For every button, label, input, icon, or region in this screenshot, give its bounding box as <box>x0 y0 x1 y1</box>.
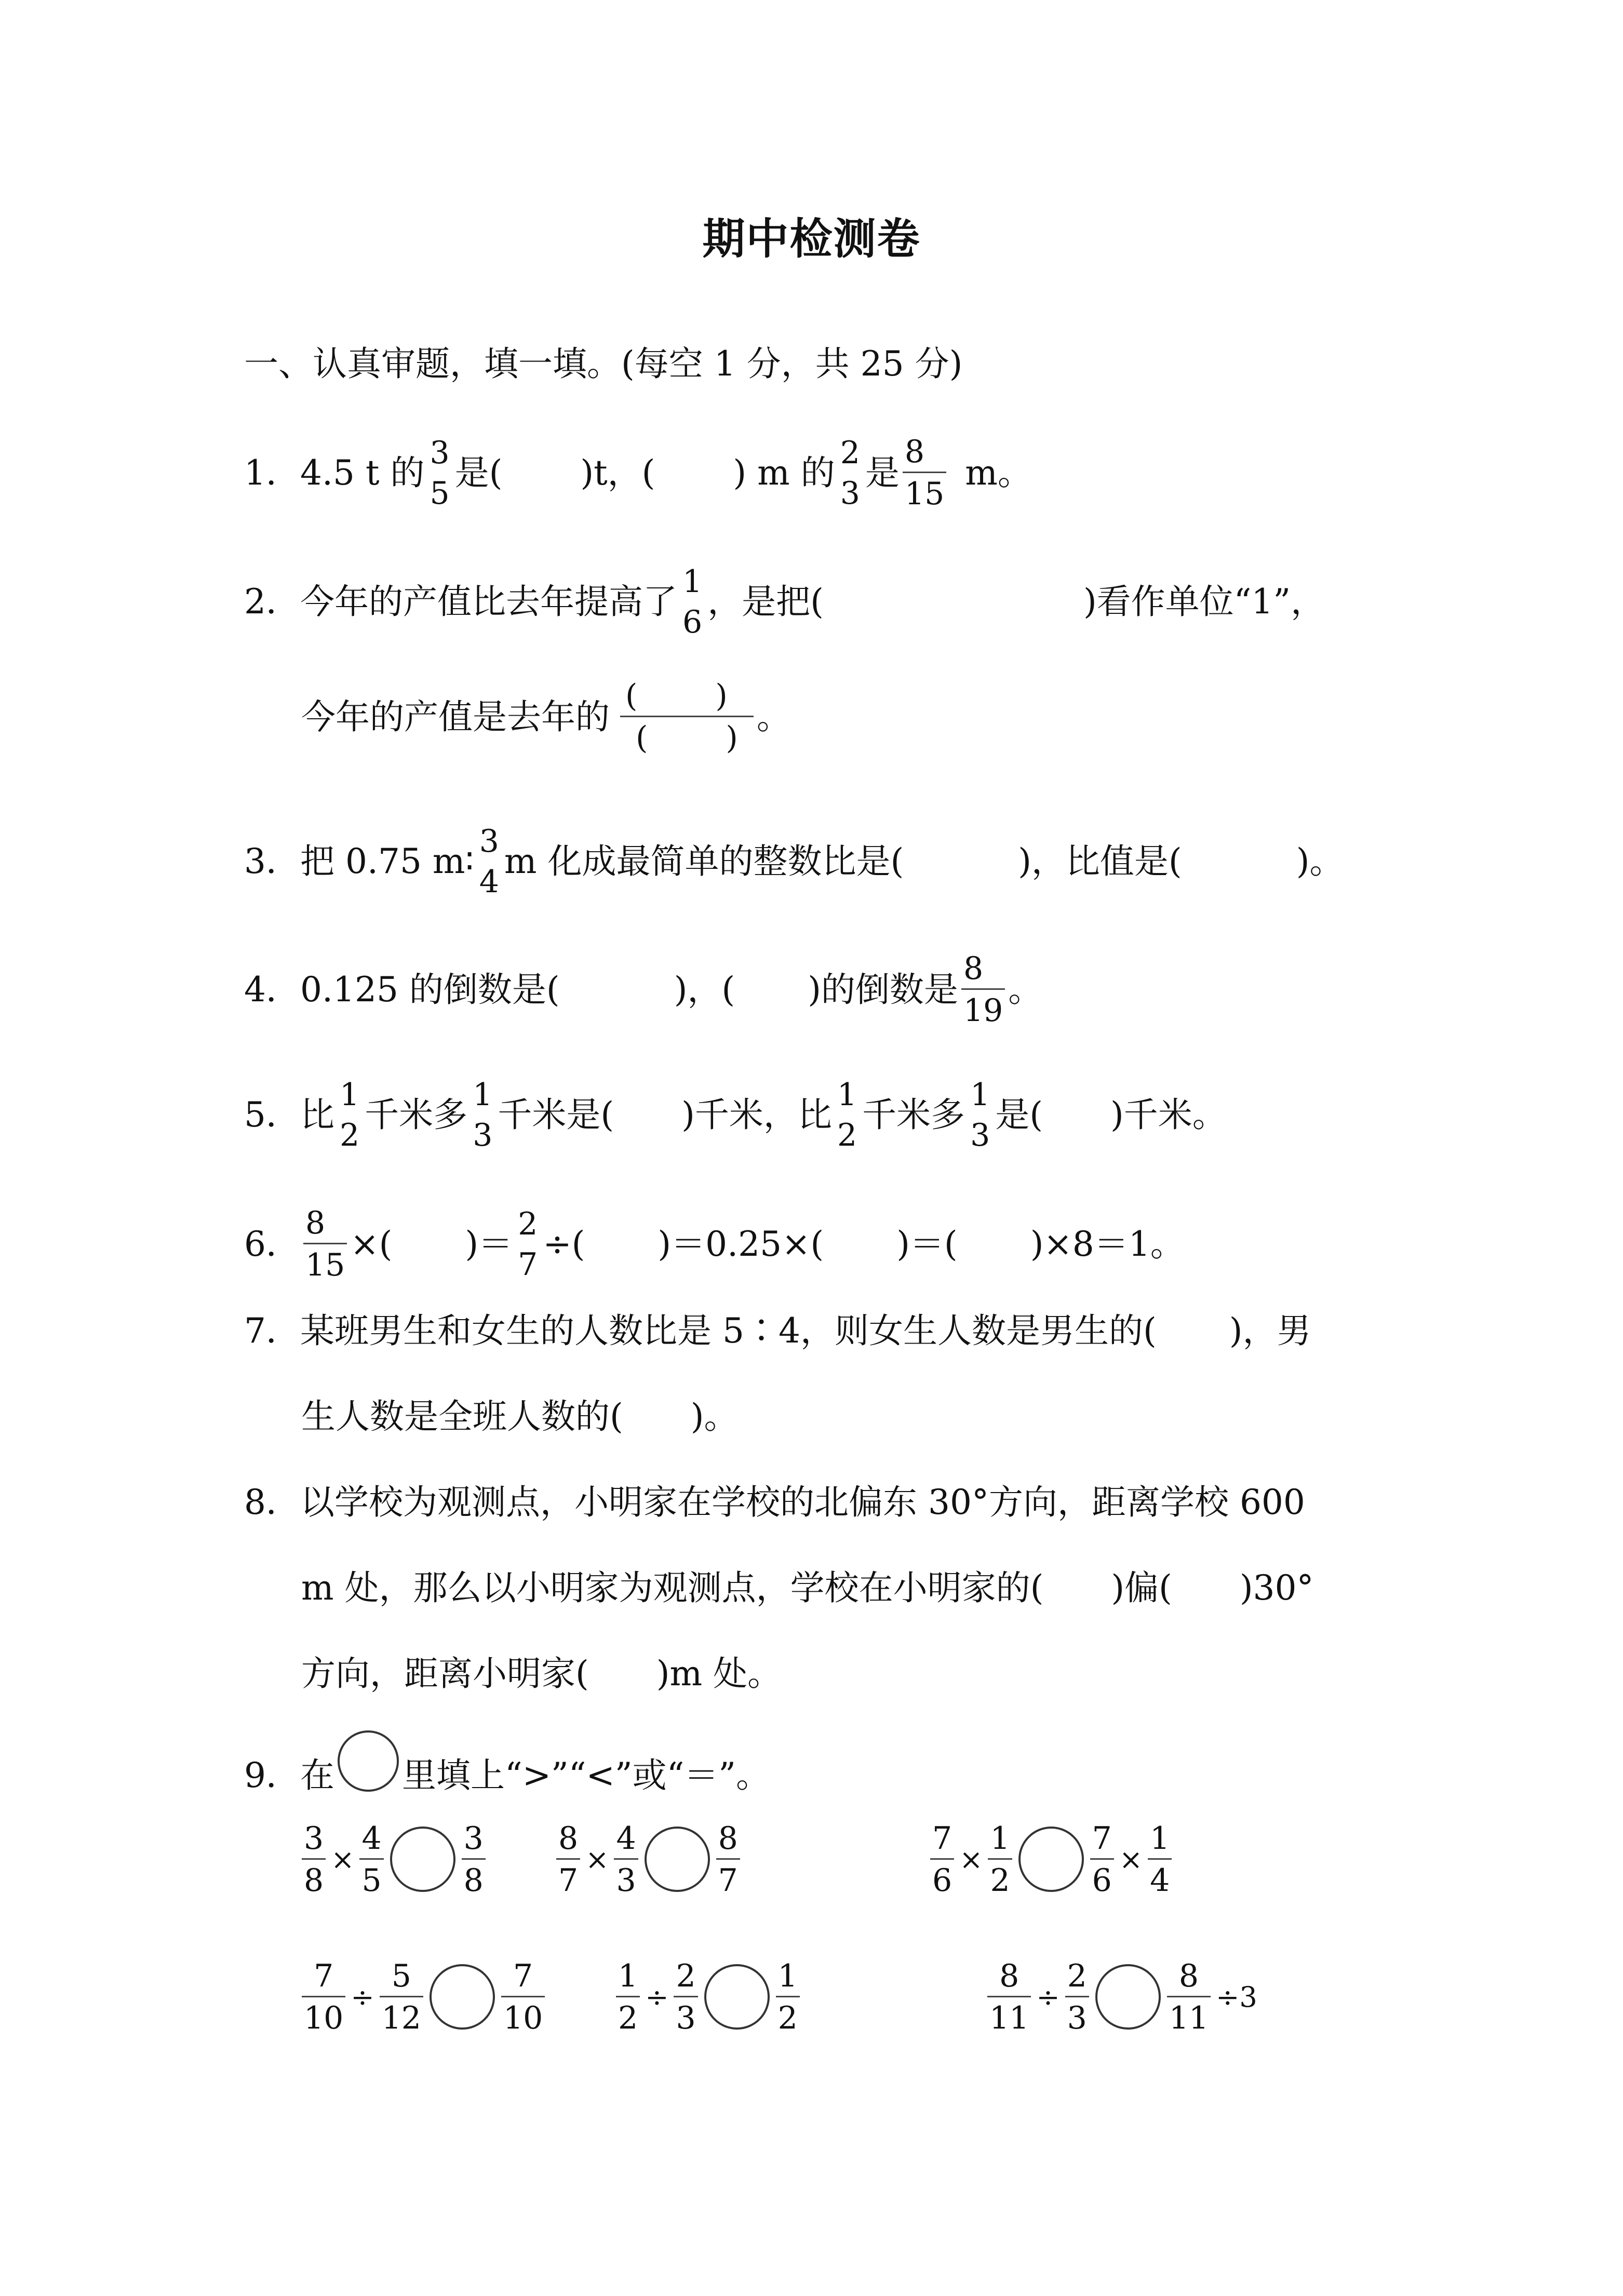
question-8-line-2 <box>301 1568 1314 1608</box>
denominator: 15 <box>903 472 946 509</box>
operator: ÷ <box>351 1980 374 2013</box>
denominator: 8 <box>462 1858 486 1896</box>
denominator: 6 <box>1090 1858 1114 1896</box>
question-text: 千米是( <box>498 1095 614 1135</box>
paren-open: ( <box>625 678 638 714</box>
denominator: 7 <box>716 1858 740 1896</box>
question-text: )＝ <box>465 1224 513 1264</box>
numerator: 7 <box>314 1957 334 1994</box>
comparison-answer-circle[interactable] <box>704 1964 770 2030</box>
question-text: )。 <box>1296 841 1344 881</box>
question-text: ，是把( <box>707 582 824 622</box>
question-number: 8． <box>244 1482 300 1522</box>
question-text: )t，( <box>580 452 655 493</box>
numerator: 8 <box>904 434 925 470</box>
question-text: 千米多 <box>365 1095 468 1135</box>
numerator: 8 <box>999 1957 1020 1994</box>
fraction <box>380 1957 423 2036</box>
operator: ÷3 <box>1216 1980 1257 2013</box>
question-text: )看作单位“1”， <box>1083 582 1325 622</box>
fraction <box>674 1957 698 2036</box>
question-4 <box>244 950 1043 1029</box>
fraction <box>614 1820 638 1899</box>
question-6 <box>244 1207 1185 1281</box>
question-text: 是( <box>995 1095 1043 1135</box>
question-text: 。 <box>756 696 791 737</box>
question-number: 5． <box>244 1095 300 1135</box>
denominator: 3 <box>1065 1996 1089 2034</box>
numerator: 7 <box>513 1957 533 1994</box>
numerator: 8 <box>305 1205 326 1241</box>
numerator: 2 <box>840 434 860 471</box>
question-text: 生人数是全班人数的( <box>301 1397 623 1436</box>
fraction <box>961 950 1005 1029</box>
question-text: ) m 的 <box>733 452 835 493</box>
question-text: )偏( <box>1111 1568 1172 1608</box>
denominator: 5 <box>359 1858 383 1896</box>
denominator: 6 <box>682 604 703 640</box>
fraction <box>1065 1957 1089 2036</box>
fraction <box>903 434 946 512</box>
operator: × <box>331 1843 355 1876</box>
numerator: 1 <box>473 1077 493 1113</box>
fraction <box>359 1820 383 1899</box>
question-1 <box>244 434 1032 512</box>
denominator: 11 <box>1167 1996 1211 2034</box>
fraction <box>835 1079 859 1151</box>
question-number: 9． <box>244 1755 300 1795</box>
numerator: 8 <box>718 1820 738 1857</box>
paren-close: ) <box>715 678 728 714</box>
numerator: 8 <box>963 950 984 987</box>
fraction <box>716 1820 740 1899</box>
fraction <box>988 1820 1012 1899</box>
circle-placeholder-icon <box>338 1730 399 1792</box>
question-text: )，比值是( <box>1018 841 1182 881</box>
section-one-heading: 一、认真审题，填一填。(每空 1 分，共 25 分) <box>244 344 963 384</box>
comparison-item <box>927 1807 1175 1911</box>
fraction <box>303 1207 347 1281</box>
fraction <box>302 1820 326 1899</box>
denominator: 7 <box>556 1858 580 1896</box>
fraction <box>930 1820 954 1899</box>
question-text: 方向，距离小明家( <box>301 1654 589 1694</box>
denominator: 5 <box>430 475 450 512</box>
question-5 <box>244 1079 1227 1151</box>
numerator: 8 <box>1178 1957 1199 1994</box>
denominator: 3 <box>840 475 860 512</box>
question-text: )，男 <box>1229 1311 1311 1351</box>
fraction <box>1090 1820 1114 1899</box>
numerator: 4 <box>361 1820 382 1857</box>
numerator: 3 <box>463 1820 484 1857</box>
denominator: 3 <box>970 1117 990 1153</box>
numerator: 5 <box>391 1957 411 1994</box>
fraction <box>427 434 451 512</box>
question-text: )m 处。 <box>656 1654 782 1694</box>
denominator: 2 <box>340 1117 360 1153</box>
comparison-answer-circle[interactable] <box>390 1827 455 1892</box>
question-text: 在 <box>300 1755 334 1795</box>
denominator: 10 <box>302 1996 345 2034</box>
fraction <box>556 1820 580 1899</box>
numerator: 1 <box>837 1077 857 1113</box>
numerator: 1 <box>682 563 703 600</box>
question-text: 是( <box>454 452 503 493</box>
denominator: 7 <box>518 1246 538 1283</box>
paren-open: ( <box>636 720 648 756</box>
numerator: 1 <box>1150 1820 1170 1857</box>
numerator: 3 <box>479 823 499 860</box>
numerator: 7 <box>1092 1820 1112 1857</box>
denominator: 2 <box>616 1996 640 2034</box>
denominator: 19 <box>961 988 1005 1026</box>
question-number: 1． <box>244 452 300 493</box>
comparison-item <box>613 1945 803 2049</box>
question-7-line-1 <box>244 1311 1311 1351</box>
denominator: 2 <box>837 1117 857 1153</box>
question-text: )。 <box>690 1397 739 1436</box>
question-8-line-3 <box>301 1654 782 1694</box>
operator: ÷ <box>1036 1980 1060 2013</box>
question-text: 今年的产值比去年提高了 <box>300 582 677 622</box>
question-text: )＝0.25×( <box>658 1224 824 1264</box>
question-text: )×8＝1。 <box>1030 1224 1185 1264</box>
denominator: 2 <box>988 1858 1012 1896</box>
question-text: 某班男生和女生的人数比是 5∶4，则女生人数是男生的( <box>300 1311 1157 1351</box>
question-text: 千米多 <box>862 1095 965 1135</box>
question-text: 今年的产值是去年的 <box>301 696 610 737</box>
comparison-answer-circle[interactable] <box>1095 1964 1161 2030</box>
question-text: 把 0.75 m∶ <box>300 841 474 881</box>
denominator: 3 <box>674 1996 698 2034</box>
question-text: )30° <box>1239 1568 1314 1608</box>
question-text: )千米，比 <box>681 1095 832 1135</box>
numerator: 1 <box>777 1957 798 1994</box>
fraction <box>302 1957 345 2036</box>
operator: × <box>585 1843 609 1876</box>
denominator: 4 <box>479 864 499 900</box>
numerator: 2 <box>1067 1957 1087 1994</box>
operator: × <box>1119 1843 1143 1876</box>
denominator: 11 <box>987 1996 1031 2034</box>
denominator: 3 <box>614 1858 638 1896</box>
fraction <box>477 823 501 900</box>
question-text: 以学校为观测点，小明家在学校的北偏东 30°方向，距离学校 600 <box>300 1482 1305 1522</box>
denominator: 4 <box>1148 1858 1172 1896</box>
question-text: ×( <box>350 1224 393 1264</box>
page-title: 期中检测卷 <box>702 214 921 264</box>
comparison-item <box>984 1945 1259 2049</box>
fraction <box>680 563 704 640</box>
question-text: )，( <box>674 969 735 1010</box>
question-number: 2． <box>244 582 300 622</box>
denominator: 8 <box>302 1858 326 1896</box>
comparison-answer-circle[interactable] <box>1018 1827 1084 1892</box>
question-9 <box>244 1745 770 1806</box>
numerator: 1 <box>618 1957 638 1994</box>
question-text: 0.125 的倒数是( <box>300 969 560 1010</box>
denominator: 6 <box>930 1858 954 1896</box>
fraction <box>471 1079 494 1151</box>
comparison-item <box>553 1807 743 1911</box>
operator: × <box>959 1843 983 1876</box>
fraction <box>1167 1957 1211 2036</box>
question-3 <box>244 823 1344 900</box>
numerator: 1 <box>340 1077 360 1113</box>
question-text: m 处，那么以小明家为观测点，学校在小明家的( <box>301 1568 1044 1608</box>
paren-close: ) <box>726 720 738 756</box>
question-text: )千米。 <box>1110 1095 1227 1135</box>
question-2-line-1 <box>244 563 1325 640</box>
denominator: 12 <box>380 1996 423 2034</box>
question-number: 4． <box>244 969 300 1010</box>
denominator: 2 <box>776 1996 800 2034</box>
fraction <box>516 1205 540 1283</box>
fraction <box>462 1820 486 1899</box>
question-number: 7． <box>244 1311 300 1351</box>
numerator: 4 <box>616 1820 636 1857</box>
question-text: )＝( <box>896 1224 958 1264</box>
comparison-item <box>299 1807 489 1911</box>
comparison-answer-circle[interactable] <box>645 1827 710 1892</box>
fraction <box>968 1079 992 1151</box>
fraction <box>1148 1820 1172 1899</box>
question-2-line-2 <box>301 680 791 754</box>
numerator: 3 <box>430 434 450 471</box>
question-7-line-2 <box>301 1397 739 1436</box>
question-text: 4.5 t 的 <box>300 452 425 493</box>
question-text: 里填上“>”“<”或“＝”。 <box>402 1755 771 1795</box>
numerator: 2 <box>518 1205 538 1242</box>
fraction <box>838 434 862 512</box>
fraction <box>987 1957 1031 2036</box>
question-text: )的倒数是 <box>808 969 958 1010</box>
comparison-answer-circle[interactable] <box>430 1964 495 2030</box>
operator: ÷ <box>645 1980 669 2013</box>
denominator: 3 <box>473 1117 493 1153</box>
question-number: 3． <box>244 841 300 881</box>
fraction-blank[interactable] <box>620 680 754 754</box>
fraction <box>776 1957 800 2036</box>
question-text: ÷( <box>543 1224 585 1264</box>
question-text: m 化成最简单的整数比是( <box>504 841 904 881</box>
numerator: 7 <box>932 1820 953 1857</box>
question-text: m。 <box>965 452 1032 493</box>
comparison-item <box>299 1945 548 2049</box>
numerator: 1 <box>990 1820 1010 1857</box>
question-text: 是 <box>865 452 900 493</box>
fraction <box>338 1079 361 1151</box>
numerator: 1 <box>970 1077 990 1113</box>
numerator: 8 <box>558 1820 579 1857</box>
numerator: 3 <box>304 1820 324 1857</box>
question-number: 6． <box>244 1224 300 1264</box>
question-8-line-1 <box>244 1482 1305 1522</box>
denominator: 10 <box>501 1996 545 2034</box>
question-text: 比 <box>300 1095 334 1135</box>
fraction <box>616 1957 640 2036</box>
denominator: 15 <box>303 1243 347 1281</box>
numerator: 2 <box>676 1957 696 1994</box>
fraction <box>501 1957 545 2036</box>
question-text: 。 <box>1008 969 1043 1010</box>
